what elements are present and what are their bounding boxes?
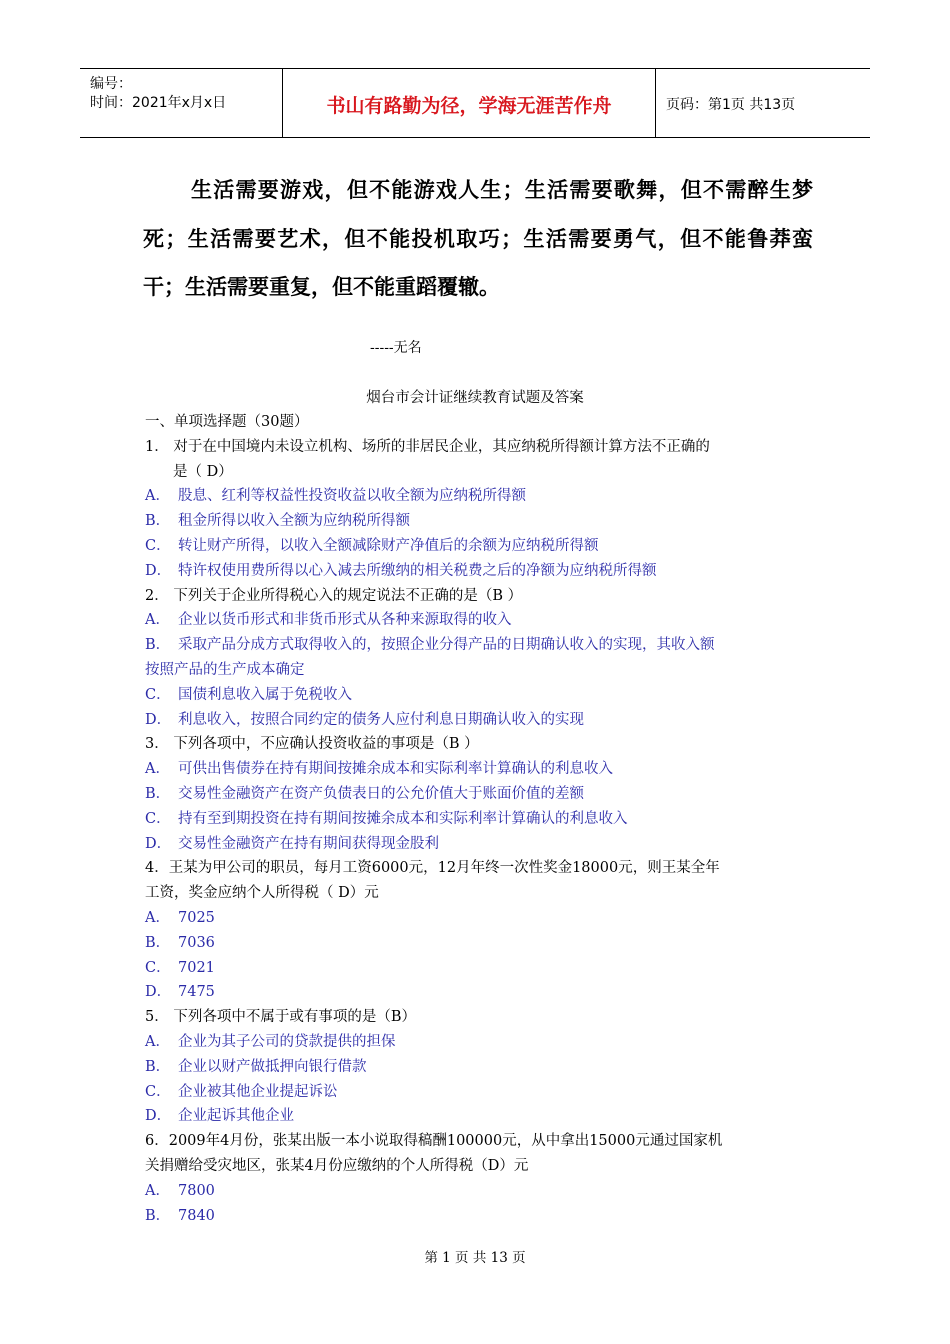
document-title: 烟台市会计证继续教育试题及答案 (366, 390, 584, 406)
question-4-option-a: A． 7025 (145, 909, 215, 926)
question-4-stem-cont: 工资，奖金应纳个人所得税（ D）元 (145, 885, 379, 902)
page-header (80, 68, 870, 138)
question-2-option-d: D． 利息收入，按照合同约定的债务人应付利息日期确认收入的实现 (145, 711, 584, 728)
question-1-option-b: B． 租金所得以收入全额为应纳税所得额 (145, 513, 410, 530)
question-2-option-b-cont: 按照产品的生产成本确定 (145, 661, 305, 678)
quote-text: 生活需要游戏，但不能游戏人生；生活需要歌舞，但不需醉生梦死；生活需要艺术，但不能投机取巧；生活需要勇气，但不能鲁莽蛮干；生活需要重复，但不能重蹈覆辙。 (143, 178, 813, 299)
date-label: 时间：2021年x月x日 (90, 95, 227, 111)
question-5-option-b: B． 企业以财产做抵押向银行借款 (145, 1058, 367, 1075)
question-2-option-c: C． 国债利息收入属于免税收入 (145, 686, 352, 703)
question-2-option-a: A． 企业以货币形式和非货币形式从各种来源取得的收入 (145, 612, 512, 629)
question-1-option-c: C． 转让财产所得，以收入全额减除财产净值后的余额为应纳税所得额 (145, 537, 599, 554)
question-3-option-d: D． 交易性金融资产在持有期间获得现金股利 (145, 835, 439, 852)
question-5-option-c: C． 企业被其他企业提起诉讼 (145, 1083, 338, 1100)
question-6-stem: 6．2009年4月份，张某出版一本小说取得稿酬100000元，从中拿出15000元通过国家机 (145, 1133, 723, 1150)
question-6-option-a: A． 7800 (145, 1182, 215, 1199)
number-label: 编号： (90, 76, 132, 92)
question-5-option-d: D． 企业起诉其他企业 (145, 1108, 294, 1125)
page-info: 页码：第1页 共13页 (666, 97, 796, 113)
question-2-option-b: B． 采取产品分成方式取得收入的，按照企业分得产品的日期确认收入的实现，其收入额 (145, 637, 715, 654)
question-6-stem-cont: 关捐赠给受灾地区，张某4月份应缴纳的个人所得税（D）元 (145, 1157, 529, 1174)
question-4-option-c: C． 7021 (145, 959, 215, 976)
header-motto-cell (283, 69, 656, 137)
exam-content (145, 410, 815, 1228)
question-2-stem: 2． 下列关于企业所得税心入的规定说法不正确的是（B ） (145, 587, 523, 604)
page-footer: 第 1 页 共 13 页 (424, 1250, 526, 1266)
question-1-option-a: A． 股息、红利等权益性投资收益以收全额为应纳税所得额 (145, 488, 526, 505)
question-4-option-b: B． 7036 (145, 934, 215, 951)
question-1-stem-cont: 是（ D） (173, 463, 233, 480)
motto: 书山有路勤为径，学海无涯苦作舟 (326, 95, 612, 117)
question-1-option-d: D． 特许权使用费所得以心入减去所缴纳的相关税费之后的净额为应纳税所得额 (145, 562, 657, 579)
question-1-stem: 1． 对于在中国境内未设立机构、场所的非居民企业，其应纳税所得额计算方法不正确的 (145, 438, 710, 455)
question-4-option-d: D． 7475 (145, 984, 215, 1001)
quote-author: -----无名 (370, 340, 422, 356)
question-6-option-b: B． 7840 (145, 1207, 215, 1224)
header-page-cell (656, 69, 870, 137)
question-4-stem: 4．王某为甲公司的职员，每月工资6000元，12月年终一次性奖金18000元，则王某全年 (145, 860, 720, 877)
question-3-option-a: A． 可供出售债券在持有期间按摊余成本和实际利率计算确认的利息收入 (145, 761, 613, 778)
header-meta-cell (80, 69, 283, 137)
question-5-stem: 5． 下列各项中不属于或有事项的是（B） (145, 1009, 416, 1026)
question-3-option-b: B． 交易性金融资产在资产负债表日的公允价值大于账面价值的差额 (145, 785, 584, 802)
section-heading: 一、单项选择题（30题） (145, 414, 309, 430)
question-5-option-a: A． 企业为其子公司的贷款提供的担保 (145, 1033, 396, 1050)
question-3-stem: 3． 下列各项中，不应确认投资收益的事项是（B ） (145, 736, 479, 753)
question-3-option-c: C． 持有至到期投资在持有期间按摊余成本和实际利率计算确认的利息收入 (145, 810, 628, 827)
